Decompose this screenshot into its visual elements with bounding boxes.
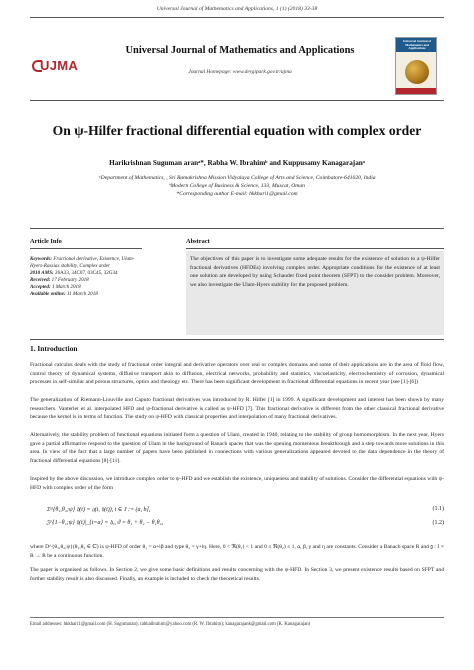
journal-cover-image [395,37,437,95]
article-info-rule [30,248,142,249]
journal-logo [32,58,82,74]
equation-1-2-body: 𝔍^{1−θ₁;ψ} 𝔥(t)|_{t=a} = 𝔥ₐ, ϑ = θ₁ + θ₂ − θ₁θ₂, [46,520,164,526]
running-head: Universal Journal of Mathematics and Applications, 1 (1) (2018) 33-38 [156,6,318,12]
footer-rule [30,617,444,618]
article-info [30,256,142,298]
received-date: 17 February 2018 [51,277,89,283]
abstract-box [186,251,444,335]
abstract-text: The objectives of this paper is to investigate some adequate results for the existence of solution to a ψ-Hilfer fractional derivatives (HFDEs) involving complex order. Appropriate conditions for the existence of at least one solution are developed by using Schauder fixed point theorem (SFPT) to the consider problem. Moreover, we also investigate the Ulam-Hyers stability for the proposed problem. [190,256,440,289]
equation-1-1-number: (1.1) [432,506,444,512]
logo-text: UJMA [40,58,79,73]
article-info-heading: Article Info [30,238,62,245]
accepted-date: 1 March 2018 [51,284,81,290]
equation-1-1 [46,506,444,516]
intro-paragraph-6: The paper is organised as follows. In Section 2, we give some basic definitions and results concerning with the ψ-HFD. In Section 3, we present existence results based on SFPT and further stability result is also discussed. Finally, an example is included to check the theoretical results. [30,567,444,582]
affiliation-b: ᵇModern College of Business & Science, 133, Muscat, Oman [169,183,305,189]
intro-paragraph-1: Fractional calculus deals with the study of fractional order integral and derivative operators over real or complex domains and some of their applications are in the area of fluid flow, control theory of dynamical systems, diffusive transport akin to diffusion, electrical networks, probability and statistics, viscoelasticity, electrochemistry of corrosion, dynamical processes in self-similar and porous structures, optics and rheology etc. There has been significant development in fractional differential equations in recent year (see [1]-[6]) [30,362,444,386]
globe-icon [405,60,429,84]
online-label: Available online: [30,291,66,297]
corresponding-author: *Corresponding author E-mail: hkkhari1@gmail.com [176,191,298,197]
ams-label: 2010 AMS: [30,270,54,276]
ams-codes: 26A33, 34C07, 03C45, 32G34 [55,270,118,276]
intro-paragraph-5: where D^{θ₁,θ₂;ψ}(θ₁,θ₂ ∈ ℂ) is ψ-HFD of order θ₁ = α+iβ and type θ₂ = γ+iη. Here, 0 < ℜ(θ₁) < 1 and 0 ≤ ℜ(θ₂) ≤ 1, α, β, γ and η are constants. Consider a Banach space R and 𝔤 : J × R → R be a continuous function. [30,544,444,559]
keywords: Fractional derivative, Existence, Ulam-Hyers-Rassias stability, Complex order [30,256,135,269]
equation-1-2-number: (1.2) [432,520,444,526]
equation-1-2 [46,520,444,530]
header-rule-bottom [30,100,444,101]
header-rule-top [30,17,444,18]
equation-1-1-body: 𝔇^{θ₁,θ₂;ψ} 𝔥(t) = 𝔤(t, 𝔥(t)), t ∈ J := (a, b], [46,507,151,513]
accepted-label: Accepted: [30,284,51,290]
abstract-end-rule [30,339,444,340]
cover-title: Universal Journal of Mathematics and Applications [403,39,431,51]
section-heading-introduction: 1. Introduction [30,344,78,353]
received-label: Received: [30,277,51,283]
journal-homepage: Journal Homepage: www.dergipark.gov.tr/ujma [188,69,292,75]
intro-paragraph-2: The generalization of Riemann-Liouville and Caputo fractional derivatives was introduced by R. Hilfer [1] in 1999. A significant development and interest has been shown by many researchers. Vanterler et al. interpolated HFD and ψ-fractional derivative is called as ψ-HFD [7]. This fractional derivative is different from the other classical fractional derivative because the kernel is in terms of function. The study on ψ-HFD with classical properties and interpolation of many fractional derivatives. [30,397,444,421]
keywords-label: Keywords: [30,256,53,262]
abstract-heading: Abstract [186,238,210,245]
intro-paragraph-4: Inspired by the above discussion, we introduce complex order to ψ-HFD and we establish the existence, uniqueness and stability of solutions. Consider the differential equations with ψ-HFD with complex order of the form [30,476,444,491]
abstract-rule [186,248,444,249]
footer-email-addresses: Email addresses: hkkhari1@gmail.com (H. Sugumaran); rabhaibrahim@yahoo.com (R. W. Ibrahim); kanagarajank@gmail.com (K. Kanagarajan) [30,622,311,627]
author-list: Harikrishnan Suguman aranᵃ*, Rabha W. Ibrahimᵇ and Kuppusamy Kanagarajanᵃ [109,159,365,167]
paper-title: On ψ-Hilfer fractional differential equation with complex order [52,123,422,138]
section-rule [30,228,444,229]
affiliation-a: ᵃDepartment of Mathematics, , Sri Ramakrishna Mission Vidyalaya College of Arts and Science, Coimbatore-641020, India [98,175,376,181]
journal-name: Universal Journal of Mathematics and Applications [125,45,355,56]
online-date: 11 March 2018 [66,291,98,297]
intro-paragraph-3: Alternatively, the stability problem of functional equations initiated form a question of Ulam, created in 1940, relating to the stability of group homomorphism. In the next year, Hyers gave a partial affirmative respond to the question of Ulam in the background of Banach spaces that was the opening momentous breakthrough and a step towards more solutions in this area. In view of the fact that a large number of papers have been published in connections with various generalizations appeared devoted to the data dependence in the theory of fractional differential equations [8]-[11]. [30,432,444,465]
